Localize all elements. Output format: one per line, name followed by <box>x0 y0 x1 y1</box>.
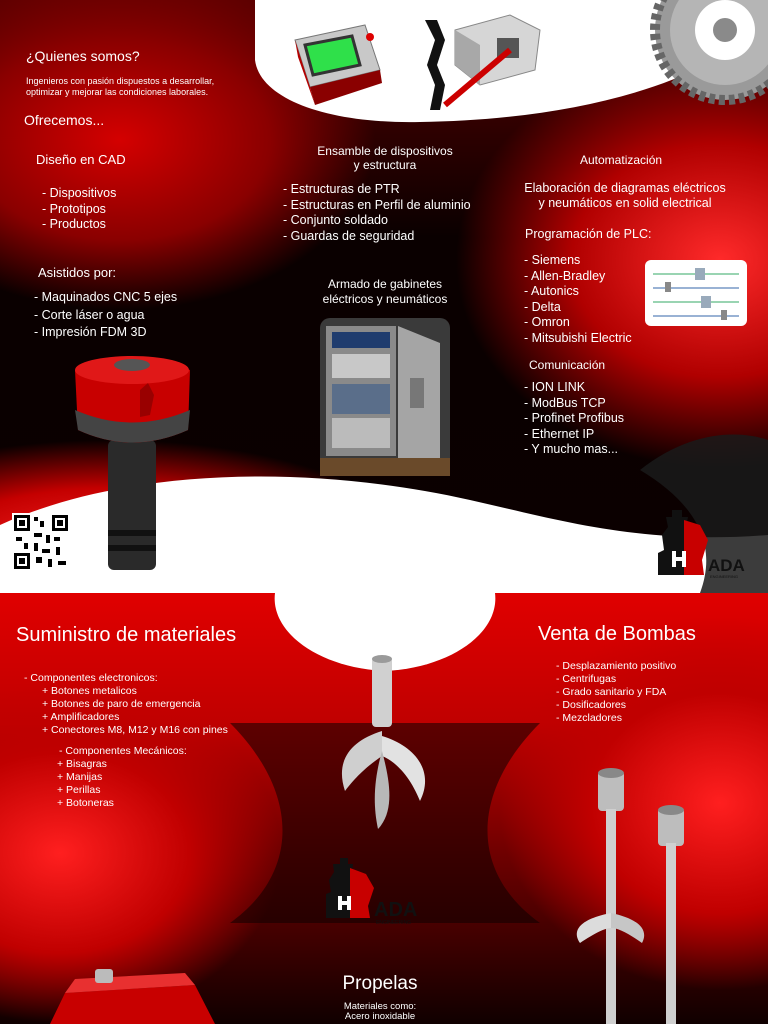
plc-item: - Autonics <box>524 284 579 298</box>
logo-text: ADA <box>374 899 418 921</box>
automation-text-line: Elaboración de diagramas eléctricos <box>524 181 726 195</box>
assisted-title: Asistidos por: <box>38 265 117 280</box>
who-text-line-2: optimizar y mejorar las condiciones laborales. <box>26 87 209 97</box>
control-panel-image <box>290 15 385 110</box>
electronic-item: + Botones de paro de emergencia <box>42 698 201 710</box>
cad-title: Diseño en CAD <box>36 152 126 167</box>
assembly-title <box>300 144 470 172</box>
assembly-list <box>283 182 471 244</box>
cabinet-title-line: Armado de gabinetes <box>327 277 443 291</box>
assembly-title-line: y estructura <box>353 158 417 172</box>
communication-item: - Ethernet IP <box>524 426 595 441</box>
propellers-text-line: Materiales como: <box>343 1001 417 1012</box>
cabinet-title-line: eléctricos y neumáticos <box>322 292 448 306</box>
qr-code-image <box>12 513 70 571</box>
propeller-image <box>330 651 440 833</box>
mechanical-item: + Manijas <box>57 771 103 783</box>
electrical-diagram-image <box>645 260 747 326</box>
hada-logo-center <box>322 856 462 926</box>
plc-list <box>524 253 632 346</box>
communication-item: - ModBus TCP <box>524 395 606 410</box>
automation-title: Automatización <box>580 153 663 167</box>
propellers-text-line: Acero inoxidable <box>344 1011 416 1022</box>
propellers-title: Propelas <box>342 973 418 994</box>
plc-item: - Siemens <box>524 253 581 267</box>
cad-list <box>42 186 116 233</box>
electronic-title: - Componentes electronicos: <box>24 672 158 684</box>
who-title: ¿Quienes somos? <box>26 48 140 64</box>
plc-item: - Allen-Bradley <box>524 268 606 283</box>
cad-item: - Dispositivos <box>42 186 117 200</box>
automation-text <box>515 181 735 211</box>
assembly-title-line: Ensamble de dispositivos <box>317 144 453 158</box>
pumps-list <box>556 660 676 725</box>
brochure-inner-page <box>0 593 768 1024</box>
plc-title: Programación de PLC: <box>525 227 652 241</box>
mechanism-image <box>415 10 550 120</box>
communication-title: Comunicación <box>529 358 606 372</box>
machined-part-image <box>70 345 195 580</box>
assisted-list <box>34 289 177 342</box>
pumps-item: - Centrifugas <box>556 673 617 685</box>
pumps-title: Venta de Bombas <box>538 623 696 645</box>
cad-item: - Productos <box>42 217 106 231</box>
assisted-item: - Corte láser o agua <box>34 307 145 322</box>
plc-item: - Mitsubishi Electric <box>524 330 632 345</box>
assembly-item: - Conjunto soldado <box>283 213 388 227</box>
communication-item: - Y mucho mas... <box>524 442 619 456</box>
mechanical-title: - Componentes Mecánicos: <box>59 745 187 757</box>
automation-text-line: y neumáticos en solid electrical <box>538 196 712 210</box>
propellers-text <box>300 1002 460 1022</box>
pumps-item: - Mezcladores <box>556 712 622 724</box>
cabinet-title <box>300 277 470 307</box>
mechanical-item: + Perillas <box>57 784 101 796</box>
website-url[interactable]: www.hadaengineering.mx <box>12 575 121 586</box>
electronic-item: + Botones metalicos <box>42 685 137 697</box>
electronic-components-block <box>24 672 228 737</box>
cad-item: - Prototipos <box>42 201 106 216</box>
logo-subtext: ENGINEERING <box>710 574 739 579</box>
mechanical-item: + Bisagras <box>57 758 107 770</box>
assisted-item: - Maquinados CNC 5 ejes <box>34 290 178 304</box>
mechanical-components-block <box>57 745 187 810</box>
assembly-item: - Estructuras en Perfil de aluminio <box>283 197 471 212</box>
assembly-item: - Estructuras de PTR <box>283 182 400 196</box>
electronic-item: + Amplificadores <box>42 711 120 723</box>
electronic-item: + Conectores M8, M12 y M16 con pines <box>42 724 228 736</box>
gear-image <box>640 0 768 115</box>
red-part-image <box>45 963 220 1024</box>
hada-logo <box>652 505 764 580</box>
mechanical-item: + Botoneras <box>57 797 114 809</box>
electrical-cabinet-image <box>320 318 450 476</box>
pumps-item: - Dosificadores <box>556 699 627 711</box>
assisted-item: - Impresión FDM 3D <box>34 325 147 339</box>
communication-list <box>524 380 624 458</box>
pumps-item: - Grado sanitario y FDA <box>556 686 667 698</box>
pumps-item: - Desplazamiento positivo <box>556 660 677 672</box>
offer-title: Ofrecemos... <box>24 112 105 128</box>
logo-text: ADA <box>708 556 745 575</box>
logo-subtext: ENGINEERING <box>376 920 412 926</box>
mixer-shafts-image <box>560 763 700 1024</box>
who-text-line-1: Ingenieros con pasión dispuestos a desarrollar, <box>26 76 215 86</box>
plc-item: - Omron <box>524 315 570 329</box>
communication-item: - ION LINK <box>524 380 586 394</box>
plc-item: - Delta <box>524 299 561 314</box>
assembly-item: - Guardas de seguridad <box>283 228 415 243</box>
communication-item: - Profinet Profibus <box>524 411 625 425</box>
supply-title: Suministro de materiales <box>16 624 237 646</box>
